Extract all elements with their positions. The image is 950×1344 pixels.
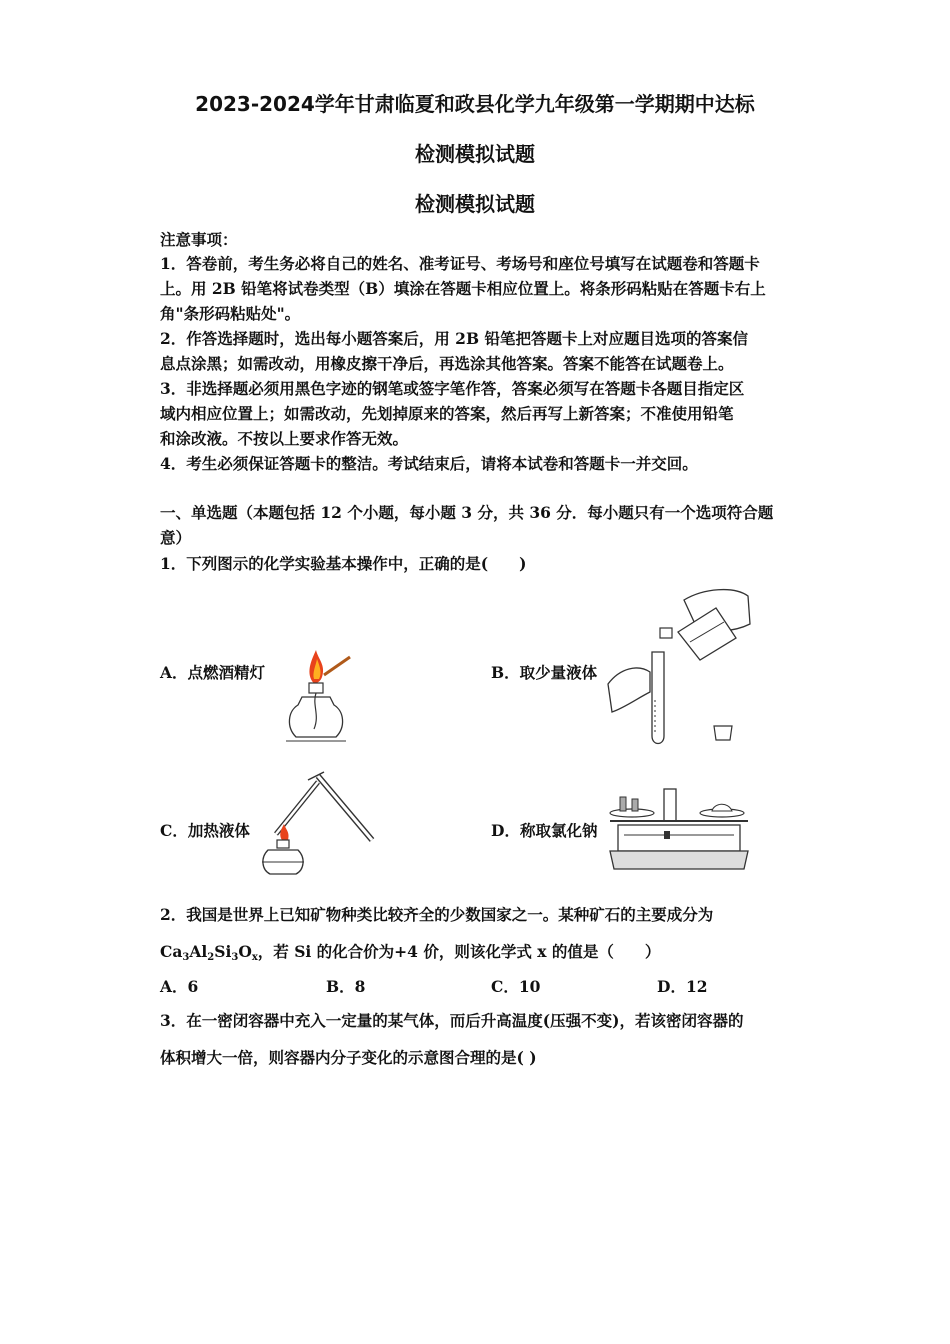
notice-heading: 注意事项：: [160, 230, 238, 249]
exam-title: 2023-2024学年甘肃临夏和政县化学九年级第一学期期中达标: [195, 92, 755, 116]
q1-option-c: C．加热液体: [160, 821, 250, 840]
notice-line: 3．非选择题必须用黑色字迹的钢笔或签字笔作答，答案必须写在答题卡各题目指定区: [160, 379, 745, 398]
formula-sub: 3: [182, 952, 190, 963]
q2-option-b: B．8: [326, 977, 366, 996]
formula-ca: Ca: [160, 942, 183, 961]
notice-line: 角"条形码粘贴处"。: [160, 304, 301, 323]
formula-sub: 2: [207, 952, 215, 963]
question-2-stem-tail: ，若 Si 的化合价为+4 价，则该化学式 x 的值是（ ）: [257, 942, 661, 961]
notice-line: 4．考生必须保证答题卡的整洁。考试结束后，请将本试卷和答题卡一并交回。: [160, 454, 698, 473]
heat-liquid-figure: [258, 770, 378, 878]
exam-subtitle: 检测模拟试题: [415, 142, 535, 166]
exam-subtitle-repeat: 检测模拟试题: [415, 192, 535, 216]
q2-option-d: D．12: [657, 977, 708, 996]
section-heading: 一、单选题（本题包括 12 个小题，每小题 3 分，共 36 分．每小题只有一个选项符合题: [160, 503, 774, 522]
q1-option-a: A．点燃酒精灯: [160, 663, 266, 682]
q2-option-a: A．6: [160, 977, 199, 996]
notice-line: 1．答卷前，考生务必将自己的姓名、准考证号、考场号和座位号填写在试题卷和答题卡: [160, 254, 760, 273]
q1-option-d: D．称取氯化钠: [491, 821, 598, 840]
q2-option-c: C．10: [491, 977, 541, 996]
notice-line: 2．作答选择题时，选出每小题答案后，用 2B 铅笔把答题卡上对应题目选项的答案信: [160, 329, 748, 348]
question-2-stem: 2．我国是世界上已知矿物种类比较齐全的少数国家之一。某种矿石的主要成分为: [160, 905, 714, 924]
question-3-stem: 3．在一密闭容器中充入一定量的某气体，而后升高温度(压强不变)，若该密闭容器的: [160, 1011, 744, 1030]
alcohol-lamp-lighting-figure: [272, 645, 362, 750]
q1-option-b: B．取少量液体: [491, 663, 598, 682]
question-1-stem: 1．下列图示的化学实验基本操作中，正确的是( ): [160, 554, 527, 573]
formula-sub: 3: [231, 952, 239, 963]
formula-sub: x: [251, 952, 258, 963]
question-2-formula-line: [160, 940, 660, 963]
notice-line: 上。用 2B 铅笔将试卷类型（B）填涂在答题卡相应位置上。将条形码粘贴在答题卡右上: [160, 279, 766, 298]
notice-line: 和涂改液。不按以上要求作答无效。: [160, 429, 409, 448]
question-3-stem-cont: 体积增大一倍，则容器内分子变化的示意图合理的是( ): [160, 1048, 537, 1067]
formula-si: Si: [214, 942, 232, 961]
balance-figure: [604, 785, 754, 877]
formula-o: O: [238, 942, 252, 961]
section-heading-cont: 意）: [160, 528, 192, 547]
notice-line: 域内相应位置上；如需改动，先划掉原来的答案，然后再写上新答案；不准使用铅笔: [160, 404, 734, 423]
formula-al: Al: [189, 942, 208, 961]
pour-liquid-figure: [604, 580, 754, 750]
notice-line: 息点涂黑；如需改动，用橡皮擦干净后，再选涂其他答案。答案不能答在试题卷上。: [160, 354, 734, 373]
